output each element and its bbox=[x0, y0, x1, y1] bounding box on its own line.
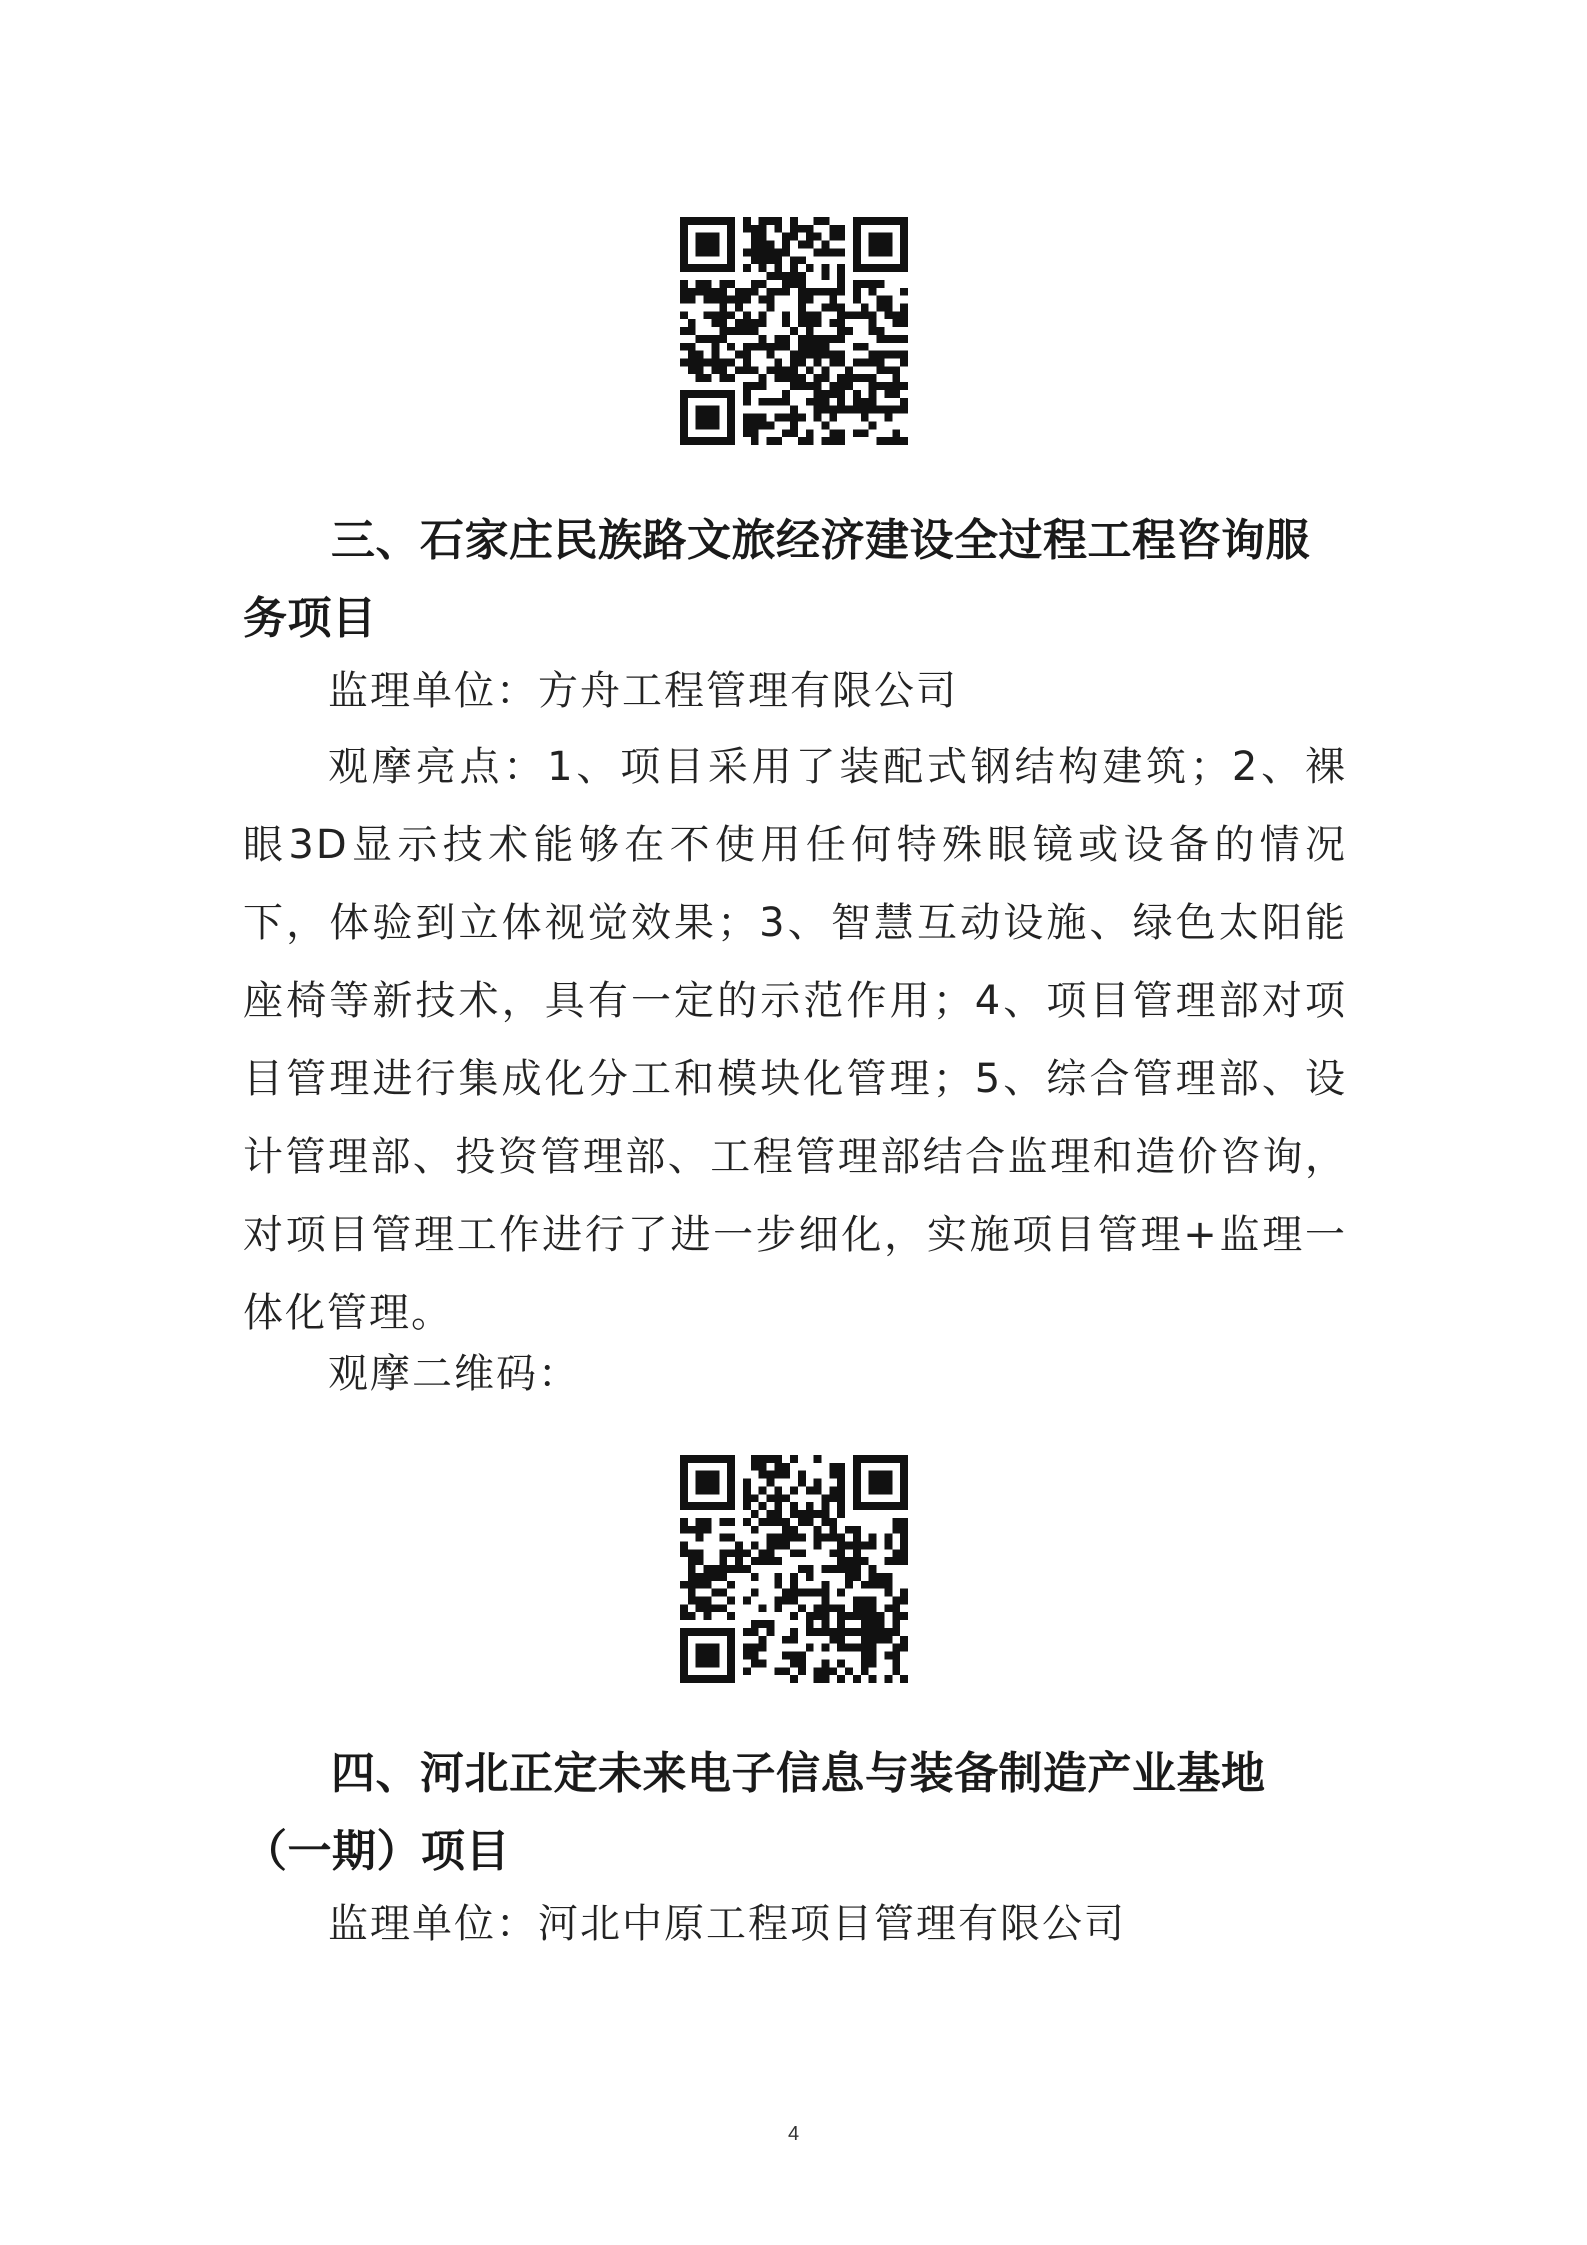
section-4-title: 四、河北正定未来电子信息与装备制造产业基地（一期）项目 bbox=[243, 1748, 1266, 1877]
section-3-qr-label: 观摩二维码： bbox=[328, 1351, 580, 1397]
qr-code-top bbox=[680, 217, 908, 445]
qr-code-icon bbox=[680, 217, 908, 445]
qr-code-icon bbox=[680, 1455, 908, 1683]
qr-code-bottom bbox=[680, 1455, 908, 1683]
section-3-highlights: 观摩亮点：1、项目采用了装配式钢结构建筑；2、裸眼3D显示技术能够在不使用任何特殊眼镜或设备的情况下，体验到立体视觉效果；3、智慧互动设施、绿色太阳能座椅等新技术，具有一定的示范作用；4、项目管理部对项目管理进行集成化分工和模块化管理；5、综合管理部、设计管理部、投资管理部、工程管理部结合监理和造价咨询，对项目管理工作进行了进一步细化，实施项目管理+监理一体化管理。 bbox=[243, 744, 1347, 1336]
page-number: 4 bbox=[787, 2123, 800, 2145]
section-3-title: 三、石家庄民族路文旅经济建设全过程工程咨询服务项目 bbox=[243, 515, 1310, 644]
section-3-supervisor: 监理单位：方舟工程管理有限公司 bbox=[328, 668, 958, 714]
section-4-supervisor: 监理单位：河北中原工程项目管理有限公司 bbox=[328, 1901, 1126, 1947]
